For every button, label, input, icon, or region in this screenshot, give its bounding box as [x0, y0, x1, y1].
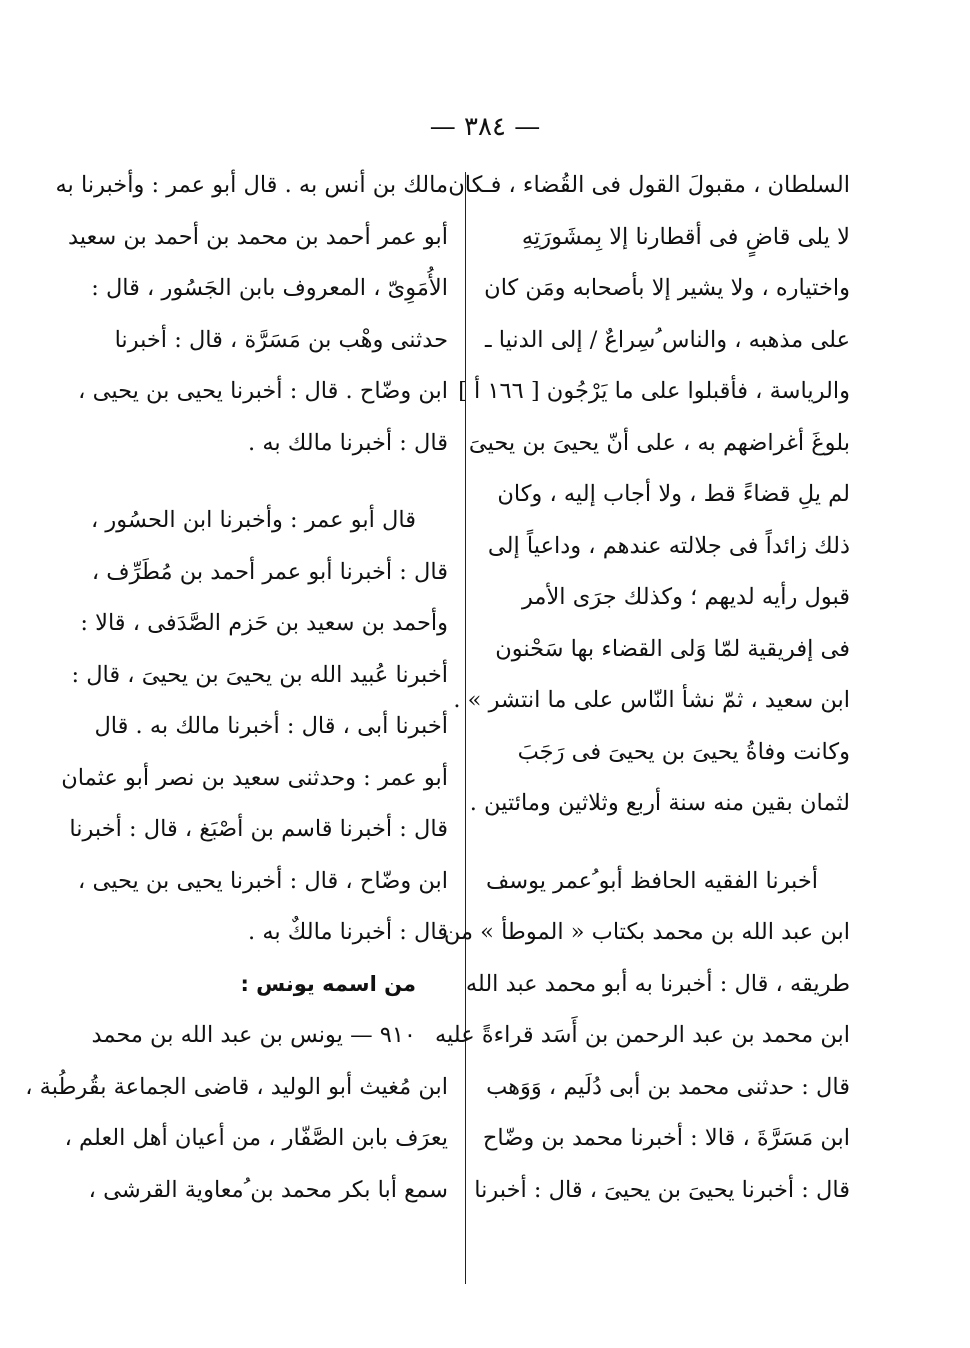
text-line: ابن سعيد ، ثمّ نشأ النّاس على ما انتشر » . [453, 687, 850, 713]
text-line: ابن مَسَرَّةَ ، قالا : أخبرنا محمد بن وضّاح [482, 1125, 850, 1151]
text-line: السلطان ، مقبولَ القول فى القُضاء ، فـكان [448, 172, 850, 198]
text-line: يعرَف بابن الصَّفّار ، من أعيان أهل العلم ، [64, 1125, 448, 1151]
text-line: أخبرنا الفقيه الحافظ أبو ُعمر يوسف [485, 867, 818, 894]
text-line: حدثنى وهْب بن مَسَرَّة ، قال : أخبرنا [114, 326, 448, 353]
text-line: ابن وضّاح . قال : أخبرنا يحيى بن يحيى ، [78, 378, 448, 404]
text-line: قال : حدثنى محمد بن أبى دُلَيم ، وَوَهب [486, 1073, 850, 1100]
text-line: وأحمد بن سعيد بن حَزم الصَّدَفى ، قالا : [80, 610, 448, 636]
text-line: ابن وضّاح ، قال : أخبرنا يحيى بن يحيى ، [78, 867, 448, 894]
column-divider [465, 172, 466, 1284]
text-line: على مذهبه ، والناس ُسِراعٌ / إلى الدنيا ـ [484, 326, 850, 353]
text-line: مالك بن أنس به . قال أبو عمر : وأخبرنا به [55, 172, 448, 198]
page-number: — ٣٨٤ — [429, 112, 541, 142]
text-line: قال : أخبرنا أبو عمر أحمد بن مُطَرِّف ، [91, 558, 448, 585]
text-line: قال : أخبرنا قاسم بن أصْبَغ ، قال : أخبرنا [69, 816, 448, 842]
text-line: طريقه ، قال : أخبرنا به أبو محمد عبد الله [465, 970, 850, 997]
paragraph-gap [478, 830, 850, 856]
right-column [434, 160, 850, 1216]
text-line: قال : أخبرنا يحيىَ بن يحيىَ ، قال : أخبرنا [474, 1176, 850, 1203]
text-line: لثمان بقين منه سنة أربع وثلاثين ومائتين . [469, 790, 850, 816]
left-paragraph-2 [61, 495, 448, 959]
text-line: قبول رأيه لديهم ؛ وكذلك جرَى الأمر [522, 584, 850, 610]
text-line: ذلك زائداً فى جلالته عندهم ، وداعياً إلى [487, 532, 850, 559]
paragraph-gap [78, 469, 448, 495]
text-line: فى إفريقية لمّا وَلى القضاء بها سَحْنون [495, 635, 850, 662]
text-line: قال أبو عمر : وأخبرنا ابن الحسُور ، [90, 507, 416, 533]
text-line: قال : أخبرنا مالك به . [248, 429, 448, 456]
text-line: أخبرنا أبى ، قال : أخبرنا مالك به . قال [94, 713, 448, 739]
text-line: سمع أبا بكر محمد بن ُمعاوية القرشى ، [88, 1176, 448, 1203]
text-line: أخبرنا عُبيد الله بن يحيىَ بن يحيىَ ، قال : [71, 661, 448, 688]
right-paragraph-1 [448, 160, 850, 830]
text-line: ابن مُغيث أبو الوليد ، قاضى الجماعة بقُرطُبة ، [25, 1073, 448, 1100]
text-line: واختياره ، ولا يشير إلا بأصحابه ومَن كان [484, 275, 850, 301]
text-line: وكانت وفاةُ يحيىَ بن يحيىَ فى رَجَبَ [517, 738, 850, 765]
text-line: الأُمَوِىّ ، المعروف بابن الجَسُور ، قال : [91, 275, 448, 301]
text-line: لا يلى قاضٍ فى أقطارنا إلا بِمشَورَتِهِ [521, 223, 850, 250]
text-line: لم يلِ قضاءً قط ، ولا أجاب إليه ، وكان [497, 481, 850, 507]
text-line: أبو عمر : وحدثنى سعيد بن نصر أبو عثمان [61, 764, 448, 791]
text-line: ابن عبد الله بن محمد بكتاب « الموطأ » من [443, 919, 850, 945]
text-line: قال : أخبرنا مالكٌ به . [248, 919, 448, 945]
text-line: ٩١٠ — يونس بن عبد الله بن محمد [91, 1022, 416, 1048]
text-line: بلوغَ أغراضهم به ، على أنّ يحيىَ بن يحيىَ [468, 429, 850, 456]
text-line: والرياسة ، فأقبلوا على ما يَرْجُون [ ١٦٦ أ ] [458, 378, 850, 404]
section-heading: من اسمه يونس : [240, 971, 416, 996]
left-paragraph-1 [55, 160, 448, 469]
text-line: أبو عمر أحمد بن محمد بن أحمد بن سعيد [67, 223, 448, 250]
text-line: ابن محمد بن عبد الرحمن بن أَسَد قراءةً عليه [434, 1022, 850, 1048]
right-paragraph-2 [434, 856, 850, 1217]
left-paragraph-3 [25, 1010, 448, 1216]
left-column [25, 160, 448, 1216]
